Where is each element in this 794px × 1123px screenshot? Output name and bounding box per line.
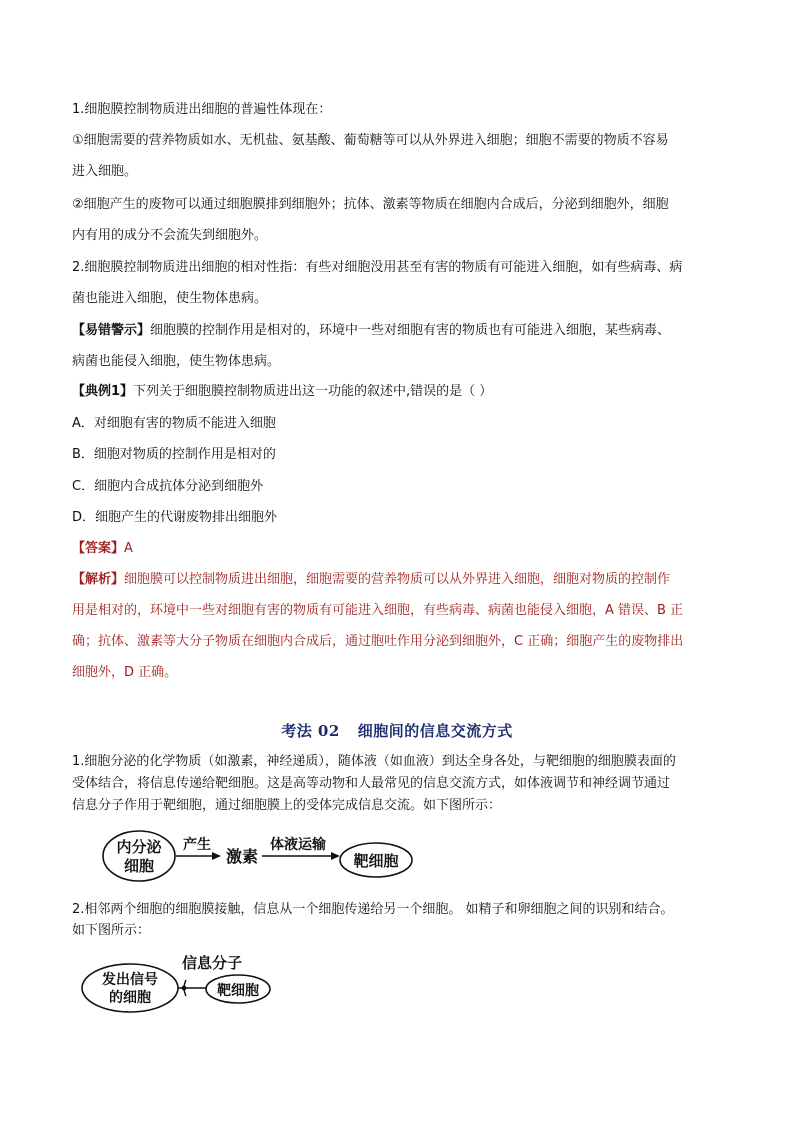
warning-tag: 【易错警示】 (72, 323, 151, 338)
paragraph-line: 菌也能进入细胞，使生物体患病。 (72, 291, 268, 306)
option-c: C．细胞内合成抗体分泌到细胞外 (72, 479, 264, 494)
analysis-line: 用是相对的，环境中一些对细胞有害的物质有可能进入细胞，有些病毒、病菌也能侵入细胞，A 错误、B 正 (72, 603, 684, 618)
signal-cell-label-1: 发出信号 (102, 972, 158, 988)
analysis-line: 确；抗体、激素等大分子物质在细胞内合成后，通过胞吐作用分泌到细胞外，C 正确；细胞产生的废物排出 (72, 634, 684, 649)
signal-cell-label-2: 的细胞 (109, 990, 151, 1006)
option-a: A．对细胞有害的物质不能进入细胞 (72, 416, 276, 431)
target-cell-label: 靶细胞 (217, 983, 259, 999)
diagram-endocrine (100, 828, 420, 884)
paragraph-line: 内有用的成分不会流失到细胞外。 (72, 228, 268, 243)
option-b: B．细胞对物质的控制作用是相对的 (72, 447, 276, 462)
answer-tag: 【答案】 (72, 541, 125, 556)
option-d: D．细胞产生的代谢废物排出细胞外 (72, 510, 278, 525)
signal-molecule-dot (182, 986, 187, 991)
paragraph-line: 受体结合，将信息传递给靶细胞。这是高等动物和人最常见的信息交流方式，如体液调节和神经调节通过 (72, 776, 671, 791)
paragraph-line: ①细胞需要的营养物质如水、无机盐、氨基酸、葡萄糖等可以从外界进入细胞；细胞不需要的物质不容易 (72, 133, 669, 148)
paragraph-line: 进入细胞。 (72, 164, 138, 179)
section-title-text: 细胞间的信息交流方式 (357, 722, 513, 740)
analysis-line (72, 571, 670, 589)
paragraph-line: 如下图所示： (72, 923, 151, 938)
arrow-transport-head (331, 852, 340, 860)
paragraph-line: 信息分子作用于靶细胞，通过细胞膜上的受体完成信息交流。如下图所示： (72, 798, 502, 813)
warning-line (72, 322, 670, 340)
diagram-contact (80, 952, 280, 1014)
paragraph-line: 2.相邻两个细胞的细胞膜接触，信息从一个细胞传递给另一个细胞。 如精子和卵细胞之间的识别和结合。 (72, 902, 674, 917)
answer-line (72, 540, 133, 558)
example-tag: 【典例1】 (72, 384, 134, 399)
paragraph-line: ②细胞产生的废物可以通过细胞膜排到细胞外；抗体、激素等物质在细胞内合成后，分泌到细胞外，细胞 (72, 197, 669, 212)
signal-molecule-label: 信息分子 (181, 954, 243, 972)
analysis-tag: 【解析】 (72, 572, 125, 587)
question-text: 下列关于细胞膜控制物质进出这一功能的叙述中,错误的是（ ） (133, 384, 493, 399)
analysis-line: 细胞外，D 正确。 (72, 665, 178, 680)
target-label: 靶细胞 (353, 852, 399, 870)
section-code: 考法 02 (281, 722, 340, 740)
hormone-label: 激素 (225, 847, 259, 866)
arrow-produce-label: 产生 (183, 837, 211, 853)
example-question (72, 383, 492, 401)
paragraph-line: 2.细胞膜控制物质进出细胞的相对性指：有些对细胞没用甚至有害的物质有可能进入细胞，如有些病毒、病 (72, 260, 683, 275)
paragraph-line: 病菌也能侵入细胞，使生物体患病。 (72, 354, 281, 369)
section-heading (0, 720, 794, 741)
analysis-text: 细胞膜可以控制物质进出细胞，细胞需要的营养物质可以从外界进入细胞，细胞对物质的控制作 (124, 572, 671, 587)
source-label-1: 内分泌 (116, 838, 162, 856)
answer-value: A (124, 541, 133, 556)
paragraph-intro: 1.细胞膜控制物质进出细胞的普遍性体现在： (72, 102, 332, 117)
arrow-transport-label: 体液运输 (270, 837, 326, 853)
warning-text: 细胞膜的控制作用是相对的，环境中一些对细胞有害的物质也有可能进入细胞，某些病毒、 (150, 323, 671, 338)
paragraph-line: 1.细胞分泌的化学物质（如激素，神经递质），随体液（如血液）到达全身各处，与靶细胞的细胞膜表面的 (72, 754, 676, 769)
arrow-produce-head (212, 852, 221, 860)
source-label-2: 细胞 (123, 857, 155, 875)
